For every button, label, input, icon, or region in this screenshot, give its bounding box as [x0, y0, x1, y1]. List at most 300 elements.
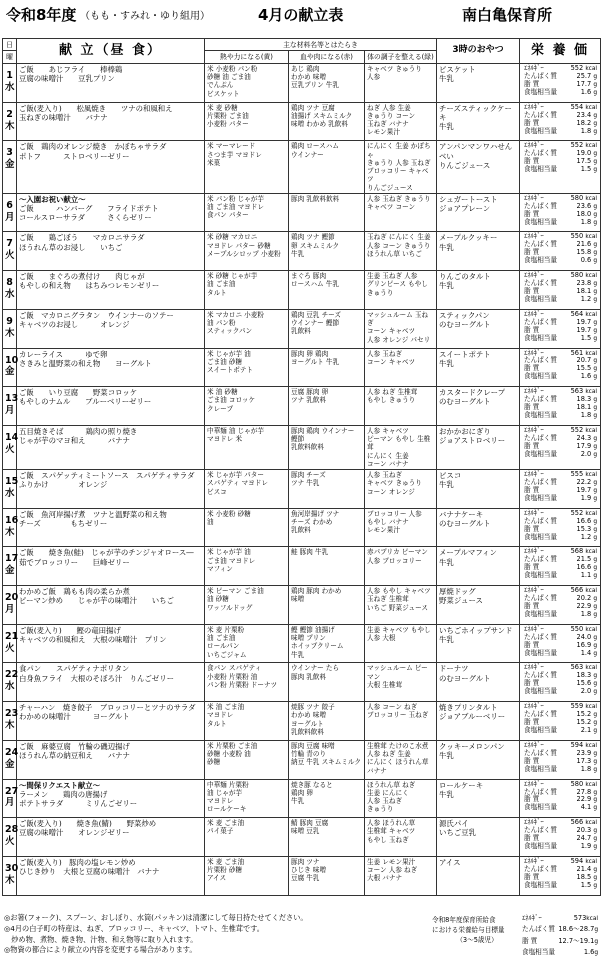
- snack-cell: ビスコ 牛乳: [437, 470, 520, 509]
- snack-cell: 厚焼ドッグ 野菜ジュース: [437, 586, 520, 625]
- ingredients-yellow: 中華麺 片栗粉 油 じゃが芋 マヨドレ ロールケーキ: [205, 779, 289, 818]
- snack-cell: カスタードクレープ のむヨーグルト: [437, 387, 520, 426]
- menu-row: [3, 508, 601, 547]
- protein-value: 18.3: [576, 395, 592, 404]
- nutrition-cell: ｴﾈﾙｷﾞｰ 559 kcal たんぱく質 15.2 g 脂 質 15.2 g 食塩相当量 2.1 g: [520, 702, 601, 741]
- ingredients-green: 人参 玉ねぎ キャベツ きゅうり コーン オレンジ: [365, 470, 437, 509]
- dishes-text: ラーメン 鶏肉の唐揚げ ポテトサラダ ミリんごゼリー: [19, 789, 138, 809]
- protein-value: 24.3: [576, 433, 592, 442]
- menu-header: 献 立（昼 食）: [17, 39, 205, 64]
- day-number: 6: [6, 199, 13, 211]
- day-cell: [3, 702, 17, 741]
- energy-value: 566: [570, 586, 584, 595]
- ingredients-yellow: 米 麦 ごま油 片栗粉 砂糖 アイス: [205, 856, 289, 895]
- menu-cell: [17, 702, 205, 741]
- salt-value: 1.2: [580, 532, 592, 541]
- dishes-text: ご飯 まぐろの煮付け 肉じゃが もやしの和え物 はちみつレモンゼリー: [19, 272, 160, 291]
- salt-value: 1.8: [580, 609, 592, 618]
- ingredients-red: 鯖 豚肉 豆腐 味噌 豆乳: [289, 818, 365, 857]
- weekday: 木: [5, 526, 15, 538]
- day-number: 30: [5, 862, 19, 874]
- menu-row: [3, 470, 601, 509]
- day-number: 24: [5, 746, 19, 758]
- weekday: 金: [5, 758, 15, 770]
- ingredients-red: 魚河岸揚げ ツナ チーズ わかめ 乳飲料: [289, 508, 365, 547]
- weekday: 木: [5, 327, 15, 339]
- ingredients-yellow: 米 じゃが芋 油 ごま油 砂糖 スイートポテト: [205, 348, 289, 387]
- ingredients-red: 豚肉 豆腐 味噌 竹輪 青のり 納豆 牛乳 スキムミルク: [289, 740, 365, 779]
- protein-value: 21.4: [576, 864, 592, 873]
- day-cell: [3, 102, 17, 141]
- energy-value: 566: [570, 818, 584, 827]
- protein-value: 20.2: [576, 594, 592, 603]
- ingredients-green: 人参 ほうれん草 生椎茸 キャベツ もやし 玉ねぎ: [365, 818, 437, 857]
- ingredients-yellow: 中華麺 油 じゃが芋 マヨドレ 米: [205, 425, 289, 469]
- ingredients-green: 生姜 キャベツ もやし 人参 大根: [365, 624, 437, 663]
- fat-value: 17.9: [576, 441, 592, 450]
- school-name: 南白亀保育所: [462, 6, 553, 24]
- ingredients-green: ほうれん草 ねぎ 生姜 にんにく 人参 玉ねぎ きゅうり: [365, 779, 437, 818]
- salt-value: 1.8: [580, 217, 592, 226]
- day-cell: [3, 425, 17, 469]
- fat-value: 18.1: [576, 287, 592, 296]
- dishes-text: わかめご飯 鶏もも肉の柔らか煮 ピーマン炒め じゃが芋の味噌汁 いちご: [19, 587, 174, 606]
- fat-value: 17.7: [576, 79, 592, 88]
- menu-cell: [17, 779, 205, 818]
- snack-cell: スイートポテト 牛乳: [437, 348, 520, 387]
- menu-row: [3, 387, 601, 426]
- day-cell: [3, 547, 17, 586]
- footer-notes: [4, 913, 424, 956]
- ingredients-yellow: 米 麦 砂糖 片栗粉 ごま油 小麦粉 パター: [205, 102, 289, 141]
- snack-cell: アイス: [437, 856, 520, 895]
- ingredients-red: 豚肉 乳飲料飲料: [289, 193, 365, 232]
- day-number: 2: [6, 108, 13, 120]
- dishes-text: ご飯(麦入り) 松風焼き ツナの和風和え 玉ねぎの味噌汁 バナナ: [19, 103, 173, 122]
- footer-note: ◎物資の都合により献立の内容を変更する場合があります。: [4, 945, 197, 955]
- ingredients-yellow: 米 片栗粉 ごま油 砂糖 小麦粉 油 砂糖: [205, 740, 289, 779]
- menu-cell: [17, 63, 205, 102]
- std-protein: 18.6〜28.7: [558, 925, 595, 934]
- ingredients-red: 豆腐 豚肉 卵 ツナ 乳飲料: [289, 387, 365, 426]
- ingredients-green: マッシュルーム ピーマン 大根 生椎茸: [365, 663, 437, 702]
- energy-value: 552: [570, 508, 584, 517]
- std-salt: 1.6: [583, 947, 595, 956]
- energy-value: 555: [570, 470, 584, 479]
- protein-value: 23.9: [576, 748, 592, 757]
- menu-row: [3, 63, 601, 102]
- day-number: 9: [6, 315, 13, 327]
- day-number: 27: [5, 785, 19, 797]
- dishes-text: ご飯(麦入り) 豚肉の塩レモン炒め ひじき炒り 大根と豆腐の味噌汁 バナナ: [19, 857, 160, 877]
- dishes-text: 五目焼きそば 鶏肉の照り焼き じゃが芋のマヨ和え バナナ: [19, 426, 138, 446]
- menu-row: [3, 309, 601, 348]
- nutrition-cell: ｴﾈﾙｷﾞｰ 552 kcal たんぱく質 16.6 g 脂 質 15.3 g 食塩相当量 1.2 g: [520, 508, 601, 547]
- snack-cell: ドーナツ のむヨーグルト: [437, 663, 520, 702]
- weekday: 火: [5, 836, 15, 848]
- weekday-header: 曜: [3, 51, 17, 63]
- weekday: 水: [5, 487, 15, 499]
- ingredients-green: 生姜 玉ねぎ 人参 グリンピース もやし きゅうり: [365, 271, 437, 310]
- menu-cell: [17, 856, 205, 895]
- nutrition-cell: ｴﾈﾙｷﾞｰ 566 kcal たんぱく質 20.2 g 脂 質 22.9 g 食塩相当量 1.8 g: [520, 586, 601, 625]
- ingredients-red: 豚肉 チーズ ツナ 牛乳: [289, 470, 365, 509]
- ingredients-green: 人参 もやし キャベツ 玉ねぎ 生椎茸 いちご 野菜ジュース: [365, 586, 437, 625]
- energy-value: 594: [570, 856, 584, 865]
- dishes-text: ご飯 鶏ごぼう マカロニサラダ ほうれん草のお浸し いちご: [19, 233, 145, 252]
- protein-value: 16.6: [576, 516, 592, 525]
- class-note: （もも・すみれ・ゆり組用）: [80, 11, 210, 22]
- ingredients-red: 豚肉 ツナ ひじき 味噌 豆腐 牛乳: [289, 856, 365, 895]
- protein-value: 20.7: [576, 356, 592, 365]
- ingredients-yellow: 米 マーマレード さつま芋 マヨドレ 米菓: [205, 141, 289, 193]
- ing-green-header: 体の調子を整える(緑): [365, 51, 437, 63]
- ingredients-red: 豚肉 鶏肉 ウインナー 鰹節 乳飲料飲料: [289, 425, 365, 469]
- day-number: 16: [5, 514, 19, 526]
- nutrition-cell: ｴﾈﾙｷﾞｰ 550 kcal たんぱく質 21.6 g 脂 質 15.8 g 食塩相当量 0.6 g: [520, 232, 601, 271]
- std-energy: 573: [573, 914, 587, 922]
- nutrition-cell: ｴﾈﾙｷﾞｰ 568 kcal たんぱく質 21.5 g 脂 質 16.6 g 食塩相当量 1.1 g: [520, 547, 601, 586]
- weekday: 木: [5, 874, 15, 886]
- nutrition-cell: ｴﾈﾙｷﾞｰ 580 kcal たんぱく質 23.6 g 脂 質 18.0 g 食塩相当量 1.8 g: [520, 193, 601, 232]
- day-number: 13: [5, 393, 19, 405]
- menu-row: [3, 141, 601, 193]
- weekday: 月: [5, 797, 15, 809]
- fat-value: 18.2: [576, 118, 592, 127]
- menu-cell: [17, 663, 205, 702]
- fat-value: 16.6: [576, 563, 592, 572]
- ingredients-header: 主な材料名等とはたらき: [205, 39, 437, 51]
- ingredients-yellow: 米 じゃが芋 油 ごま油 マヨドレ マフィン: [205, 547, 289, 586]
- ingredients-red: あじ 鶏肉 わかめ 味噌 豆乳プリン 牛乳: [289, 63, 365, 102]
- weekday: 金: [5, 159, 15, 171]
- menu-cell: [17, 232, 205, 271]
- weekday: 水: [5, 289, 15, 300]
- menu-cell: [17, 547, 205, 586]
- protein-value: 21.6: [576, 240, 592, 249]
- day-cell: [3, 470, 17, 509]
- weekday: 水: [5, 81, 15, 93]
- energy-value: 559: [570, 702, 584, 711]
- menu-cell: [17, 818, 205, 857]
- nutrition-cell: ｴﾈﾙｷﾞｰ 580 kcal たんぱく質 23.8 g 脂 質 18.1 g 食塩相当量 1.2 g: [520, 271, 601, 310]
- protein-value: 25.7: [576, 71, 592, 80]
- snack-cell: アンパンマンワハせんべい りんごジュース: [437, 141, 520, 193]
- weekday: 木: [5, 720, 15, 732]
- menu-row: [3, 348, 601, 387]
- ingredients-red: 鶏肉 ツナ 豆腐 油揚げ スキムミルク 味噌 わかめ 乳飲料: [289, 102, 365, 141]
- snack-cell: メープルクッキー 牛乳: [437, 232, 520, 271]
- fat-value: 19.7: [576, 325, 592, 334]
- dishes-text: 食パン スパゲティナポリタン 白身魚フライ 大根のそぼろ汁 りんごゼリー: [19, 664, 174, 683]
- fat-value: 24.7: [576, 834, 592, 843]
- ingredients-yellow: 米 小麦粉 パン粉 砂糖 油 ごま油 でんぷん ビスケット: [205, 63, 289, 102]
- menu-cell: [17, 271, 205, 310]
- fat-value: 15.6: [576, 679, 592, 688]
- ingredients-red: 鶏肉 ロースハム ウインナー: [289, 141, 365, 193]
- nutrition-cell: ｴﾈﾙｷﾞｰ 555 kcal たんぱく質 22.2 g 脂 質 19.7 g 食塩相当量 1.9 g: [520, 470, 601, 509]
- ingredients-green: 人参 玉ねぎ きゅうり キャベツ コーン: [365, 193, 437, 232]
- salt-value: 1.2: [580, 294, 592, 303]
- ingredients-red: ウインナー たら 豚肉 乳飲料: [289, 663, 365, 702]
- protein-value: 22.2: [576, 478, 592, 486]
- ingredients-yellow: 米 砂糖 マカロニ マヨドレ パター 砂糖 メープルシロップ 小麦粉: [205, 232, 289, 271]
- standard-title: 令和8年度保育所給食 における栄養給与目標量 （3〜5歳児）: [432, 916, 505, 945]
- snack-cell: ビスケット 牛乳: [437, 63, 520, 102]
- snack-cell: りんごのタルト 牛乳: [437, 271, 520, 310]
- special-menu-note: ～間保リクエスト献立～: [19, 780, 101, 790]
- energy-value: 550: [570, 232, 584, 241]
- ingredients-red: 鶏肉 豚肉 わかめ 味噌: [289, 586, 365, 625]
- nutrition-cell: ｴﾈﾙｷﾞｰ 552 kcal たんぱく質 19.0 g 脂 質 17.5 g 食塩相当量 1.5 g: [520, 141, 601, 193]
- ingredients-green: 人参 コーン ねぎ ブロッコリー 玉ねぎ: [365, 702, 437, 741]
- snack-header: 3時のおやつ: [437, 39, 520, 64]
- ingredients-yellow: 米 油 ごま油 マヨドレ タルト: [205, 702, 289, 741]
- footer-note: ◎4月の白子町の特産は、ねぎ、ブロッコリー、キャベツ、トマト、生椎茸です。: [4, 923, 264, 933]
- menu-cell: [17, 624, 205, 663]
- salt-value: 1.8: [580, 126, 592, 135]
- menu-cell: [17, 508, 205, 547]
- fat-value: 18.5: [576, 872, 592, 881]
- weekday: 火: [5, 443, 15, 455]
- protein-value: 15.2: [576, 710, 592, 719]
- day-number: 17: [5, 553, 19, 565]
- energy-value: 561: [570, 348, 584, 357]
- dishes-text: ご飯 麻婆豆腐 竹輪の磯辺揚げ ほうれん草の納豆和え バナナ: [19, 741, 130, 761]
- salt-value: 0.6: [580, 256, 592, 265]
- snack-cell: いちごホイップサンド 牛乳: [437, 624, 520, 663]
- snack-cell: メープルマフィン 牛乳: [437, 547, 520, 586]
- day-cell: [3, 740, 17, 779]
- menu-row: [3, 193, 601, 232]
- nutrition-cell: ｴﾈﾙｷﾞｰ 580 kcal たんぱく質 27.8 g 脂 質 22.9 g 食塩相当量 4.1 g: [520, 779, 601, 818]
- year-title: 令和8年度: [6, 6, 77, 24]
- menu-cell: [17, 309, 205, 348]
- ingredients-green: 玉ねぎ にんにく 生姜 人参 コーン きゅうり ほうれん草 いちご: [365, 232, 437, 271]
- menu-row: [3, 818, 601, 857]
- salt-value: 1.8: [580, 411, 592, 420]
- energy-value: 580: [570, 193, 584, 202]
- day-cell: [3, 271, 17, 310]
- ingredients-green: キャベツ きゅうり 人参: [365, 63, 437, 102]
- dishes-text: ご飯 焼き魚(鮭) じゃが芋のチンジャオロース― 茹でブロッコリー 巨峰ゼリー: [19, 548, 194, 567]
- dishes-text: ご飯(麦入り) 焼き魚(鯖) 野菜炒め 豆腐の味噌汁 オレンジゼリー: [19, 819, 157, 838]
- salt-value: 1.5: [580, 165, 592, 174]
- ingredients-yellow: 米 ピーマン ごま油 油 砂糖 ワッフルドッグ: [205, 586, 289, 625]
- ingredients-green: 人参 玉ねぎ コーン キャベツ: [365, 348, 437, 387]
- fat-value: 17.3: [576, 756, 592, 765]
- snack-cell: ロールケーキ 牛乳: [437, 779, 520, 818]
- energy-value: 554: [570, 102, 584, 111]
- menu-cell: [17, 193, 205, 232]
- weekday: 火: [5, 642, 15, 654]
- nutrition-cell: ｴﾈﾙｷﾞｰ 563 kcal たんぱく質 18.3 g 脂 質 18.1 g 食塩相当量 1.8 g: [520, 387, 601, 426]
- menu-row: [3, 425, 601, 469]
- nutrition-cell: ｴﾈﾙｷﾞｰ 563 kcal たんぱく質 18.3 g 脂 質 15.6 g 食塩相当量 2.0 g: [520, 663, 601, 702]
- fat-value: 15.5: [576, 364, 592, 373]
- salt-value: 1.9: [580, 493, 592, 502]
- menu-cell: [17, 348, 205, 387]
- ingredients-green: マッシュルーム 玉ねぎ コーン キャベツ 人参 オレンジ パセリ: [365, 309, 437, 348]
- salt-value: 1.1: [580, 571, 592, 580]
- ingredients-red: まぐろ 豚肉 ロースハム 牛乳: [289, 271, 365, 310]
- salt-value: 1.8: [580, 764, 592, 773]
- menu-body: [3, 63, 601, 895]
- dishes-text: ご飯 魚河岸揚げ煮 ツナと温野菜の和え物 チーズ もちゼリー: [19, 509, 167, 528]
- day-cell: [3, 309, 17, 348]
- protein-value: 20.3: [576, 826, 592, 835]
- salt-value: 4.1: [580, 803, 592, 812]
- weekday: 月: [5, 603, 15, 615]
- snack-cell: クッキーメロンパン 牛乳: [437, 740, 520, 779]
- nutrition-cell: ｴﾈﾙｷﾞｰ 550 kcal たんぱく質 24.0 g 脂 質 16.9 g 食塩相当量 1.4 g: [520, 624, 601, 663]
- dishes-text: ご飯(麦入り) 鰹の竜田揚げ キャベツの和風和え 大根の味噌汁 プリン: [19, 625, 167, 645]
- footer-note: ◎お箸(フォーク)、スプーン、おしぼり、水筒(パッキン)は清潔にして毎日持たせてください。: [4, 913, 308, 922]
- ingredients-red: 焼豚 ツナ 餃子 わかめ 味噌 ヨーグルト 乳飲料飲料: [289, 702, 365, 741]
- day-cell: [3, 141, 17, 193]
- nutrition-cell: ｴﾈﾙｷﾞｰ 564 kcal たんぱく質 19.7 g 脂 質 19.7 g 食塩相当量 1.5 g: [520, 309, 601, 348]
- ingredients-green: 生椎茸 たけのこ水煮 人参 ねぎ 生姜 にんにく ほうれん草 バナナ: [365, 740, 437, 779]
- energy-value: 594: [570, 740, 584, 749]
- energy-value: 563: [570, 387, 584, 396]
- energy-value: 550: [570, 624, 584, 633]
- day-number: 20: [5, 592, 19, 604]
- ingredients-yellow: 米 パン粉 じゃが芋 油 ごま油 マヨドレ 食パン パター: [205, 193, 289, 232]
- ingredients-green: 赤パプリカ ピーマン 人参 ブロッコリー: [365, 547, 437, 586]
- day-cell: [3, 779, 17, 818]
- weekday: 水: [5, 681, 15, 693]
- dishes-text: ご飯 マカロニグラタン ウインナーのソテー キャベツのお浸し オレンジ: [19, 310, 174, 330]
- ingredients-yellow: 米 砂糖 じゃが芋 油 ごま油 タルト: [205, 271, 289, 310]
- energy-value: 564: [570, 309, 584, 318]
- nutrition-cell: ｴﾈﾙｷﾞｰ 561 kcal たんぱく質 20.7 g 脂 質 15.5 g 食塩相当量 1.6 g: [520, 348, 601, 387]
- ing-yellow-header: 熱や力になる(黄): [205, 51, 289, 63]
- day-number: 14: [5, 431, 19, 443]
- day-number: 1: [6, 69, 13, 81]
- menu-table: [2, 38, 601, 896]
- std-fat: 12.7〜19.1: [558, 936, 595, 945]
- salt-value: 1.5: [580, 333, 592, 342]
- ingredients-yellow: 米 じゃが芋 パター スパゲティ マヨドレ ビスコ: [205, 470, 289, 509]
- day-cell: [3, 586, 17, 625]
- salt-value: 2.1: [580, 726, 592, 735]
- day-cell: [3, 387, 17, 426]
- ingredients-yellow: 米 マカロニ 小麦粉 油 パン粉 スティックパン: [205, 309, 289, 348]
- fat-value: 18.0: [576, 209, 592, 218]
- page-header: [0, 0, 603, 38]
- ingredients-red: 鮭 豚肉 牛乳: [289, 547, 365, 586]
- day-cell: [3, 63, 17, 102]
- menu-row: [3, 271, 601, 310]
- menu-cell: [17, 586, 205, 625]
- day-cell: [3, 193, 17, 232]
- fat-value: 15.3: [576, 524, 592, 533]
- snack-cell: バナナケーキ のむヨーグルト: [437, 508, 520, 547]
- ing-red-header: 血や肉になる(赤): [289, 51, 365, 63]
- day-cell: [3, 663, 17, 702]
- day-number: 15: [5, 476, 19, 488]
- standard-values: ｴﾈﾙｷﾞｰ 573kcal たんぱく質 18.6〜28.7g 脂 質 12.7〜19.1g 食塩相当量 1.6g: [522, 914, 598, 956]
- protein-value: 27.8: [576, 787, 592, 796]
- nutrition-cell: ｴﾈﾙｷﾞｰ 552 kcal たんぱく質 25.7 g 脂 質 17.7 g 食塩相当量 1.6 g: [520, 63, 601, 102]
- ingredients-green: にんにく 生姜 かぼちゃ きゅうり 人参 玉ねぎ ブロッコリー キャベツ りんごジュース: [365, 141, 437, 193]
- protein-value: 23.6: [576, 201, 592, 210]
- menu-cell: [17, 425, 205, 469]
- nutrition-header: 栄 養 価: [520, 39, 601, 64]
- menu-cell: [17, 740, 205, 779]
- day-cell: [3, 624, 17, 663]
- ingredients-red: 鶏肉 豆乳 チーズ ウインナー 鰹節 乳飲料: [289, 309, 365, 348]
- nutrition-cell: ｴﾈﾙｷﾞｰ 594 kcal たんぱく質 23.9 g 脂 質 17.3 g 食塩相当量 1.8 g: [520, 740, 601, 779]
- day-cell: [3, 232, 17, 271]
- menu-row: [3, 779, 601, 818]
- protein-value: 19.0: [576, 149, 592, 158]
- ingredients-green: ブロッコリー 人参 もやし バナナ レモン果汁: [365, 508, 437, 547]
- menu-row: [3, 624, 601, 663]
- protein-value: 24.0: [576, 632, 592, 641]
- ingredients-yellow: 食パン スパゲティ 小麦粉 片栗粉 油 パン粉 片栗粉 ドーナツ: [205, 663, 289, 702]
- nutrition-cell: ｴﾈﾙｷﾞｰ 554 kcal たんぱく質 23.4 g 脂 質 18.2 g 食塩相当量 1.8 g: [520, 102, 601, 141]
- ingredients-green: 人参 ねぎ 生椎茸 もやし きゅうり: [365, 387, 437, 426]
- dishes-text: ご飯 いり豆腐 野菜コロッケ もやしのナムル ブルーベリーゼリー: [19, 388, 152, 407]
- energy-value: 552: [570, 425, 584, 434]
- dishes-text: ご飯 あじフライ 棒棒鶏 豆腐の味噌汁 豆乳プリン: [19, 64, 123, 84]
- menu-row: [3, 232, 601, 271]
- weekday: 木: [5, 120, 15, 132]
- day-number: 23: [5, 708, 19, 720]
- salt-value: 1.6: [580, 372, 592, 381]
- fat-value: 18.1: [576, 403, 592, 412]
- ingredients-yellow: 米 小麦粉 砂糖 油: [205, 508, 289, 547]
- menu-cell: [17, 470, 205, 509]
- nutrition-cell: ｴﾈﾙｷﾞｰ 566 kcal たんぱく質 20.3 g 脂 質 24.7 g 食塩相当量 1.9 g: [520, 818, 601, 857]
- menu-row: [3, 740, 601, 779]
- weekday: 金: [5, 366, 15, 378]
- dishes-text: チャーハン 焼き餃子 ブロッコリーとツナのサラダ わかめの味噌汁 ヨーグルト: [19, 703, 196, 722]
- snack-cell: スティックパン のむヨーグルト: [437, 309, 520, 348]
- dishes-text: ご飯 スパゲッティミートソース スパゲティサラダ ふりかけ オレンジ: [19, 471, 195, 490]
- protein-value: 23.4: [576, 110, 592, 119]
- day-cell: [3, 508, 17, 547]
- energy-value: 552: [570, 141, 584, 150]
- ingredients-green: 生姜 レモン果汁 コーン 人参 ねぎ 大根 バナナ: [365, 856, 437, 895]
- fat-value: 17.5: [576, 157, 592, 166]
- salt-value: 2.0: [580, 687, 592, 696]
- ingredients-yellow: 米 麦 ごま油 パイ菓子: [205, 818, 289, 857]
- energy-value: 552: [570, 63, 584, 72]
- salt-value: 1.4: [580, 648, 592, 657]
- menu-row: [3, 102, 601, 141]
- snack-cell: おかかおにぎり ジョアストロベリー: [437, 425, 520, 469]
- salt-value: 1.6: [580, 87, 592, 96]
- day-cell: [3, 818, 17, 857]
- energy-value: 580: [570, 779, 584, 788]
- ingredients-red: 鶏肉 ツナ 鰹節 卵 スキムミルク 牛乳: [289, 232, 365, 271]
- energy-value: 580: [570, 271, 584, 280]
- menu-row: [3, 586, 601, 625]
- month-title: 4月の献立表: [258, 6, 344, 24]
- menu-cell: [17, 102, 205, 141]
- menu-row: [3, 547, 601, 586]
- dishes-text: ご飯 鶏肉のオレンジ焼き かぼちゃサラダ ポトフ ストロベリーゼリー: [19, 142, 167, 161]
- fat-value: 22.9: [576, 602, 592, 611]
- footer: [2, 913, 600, 958]
- day-cell: [3, 856, 17, 895]
- fat-value: 16.9: [576, 640, 592, 649]
- day-cell: [3, 348, 17, 387]
- energy-value: 568: [570, 547, 584, 556]
- ingredients-red: 豚肉 卵 鶏肉 ヨーグルト 牛乳: [289, 348, 365, 387]
